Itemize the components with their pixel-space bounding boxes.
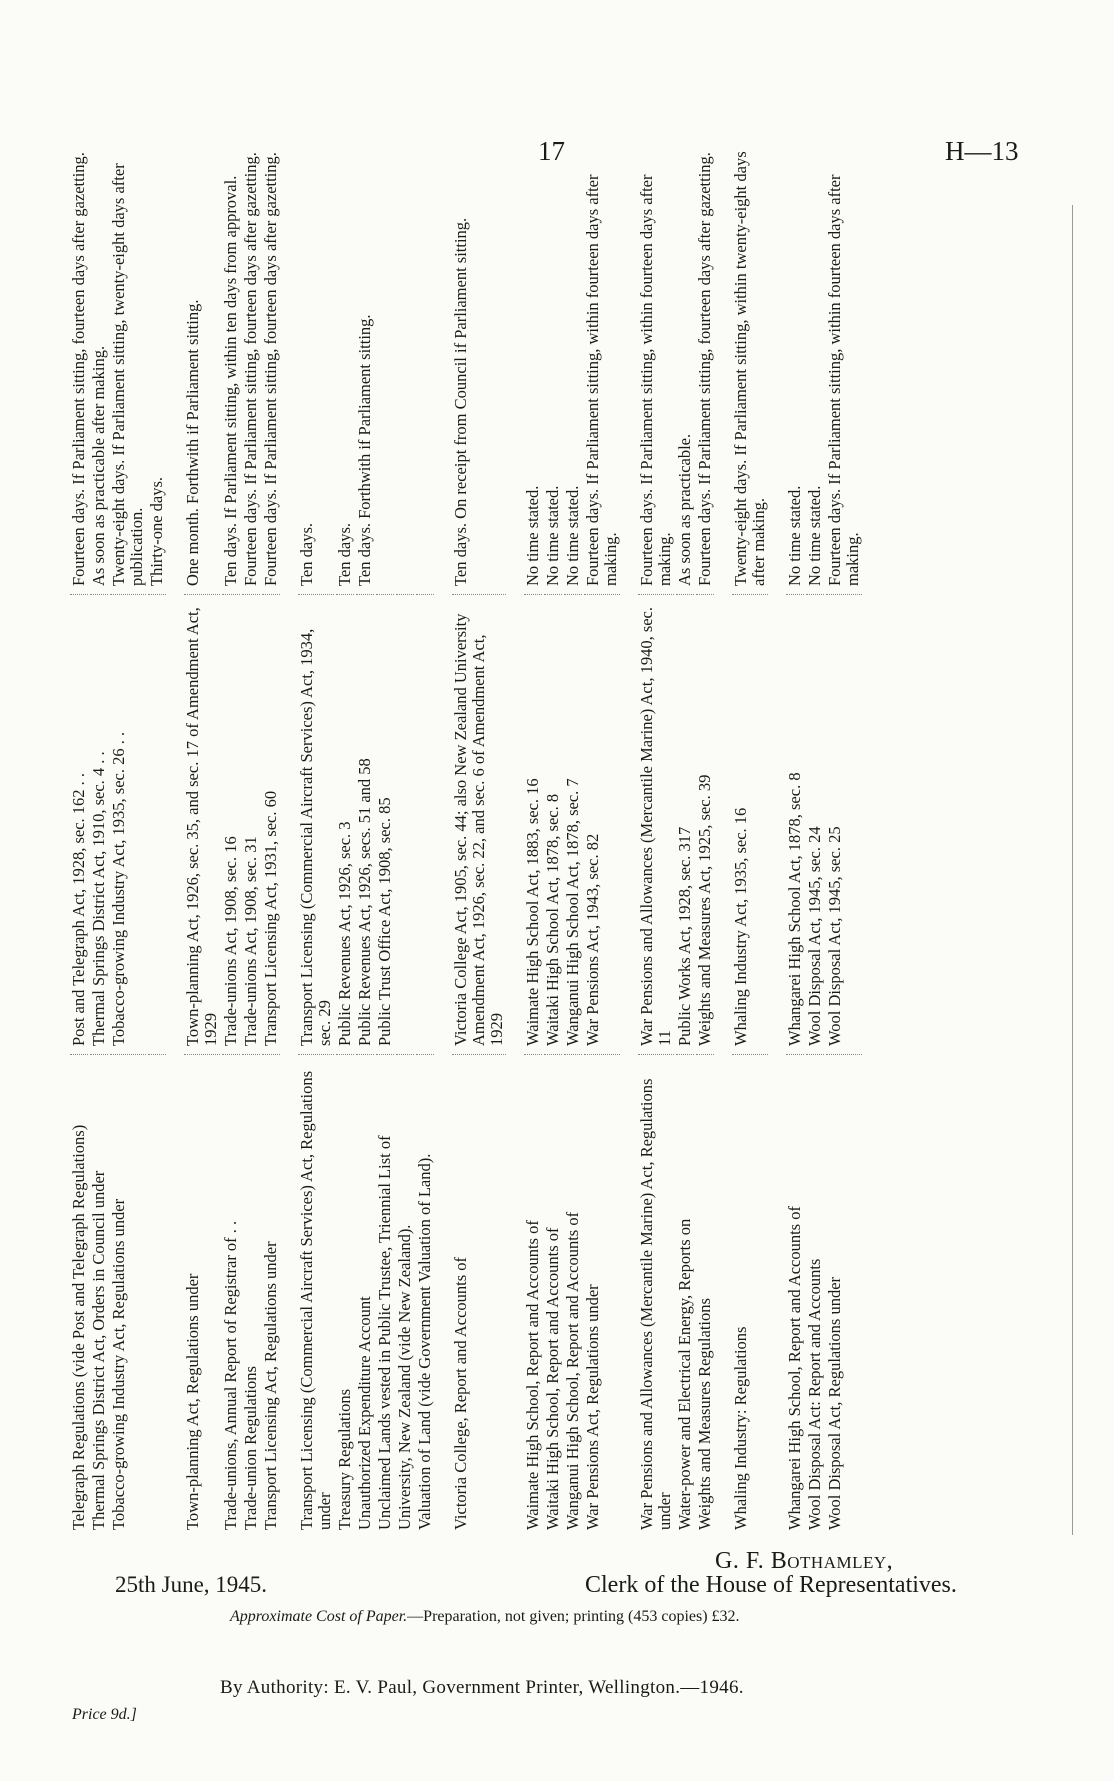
statute-reference-cell [416, 595, 434, 1055]
paper-title-cell: Victoria College, Report and Accounts of [451, 1256, 470, 1530]
table-row [676, 135, 694, 1530]
paper-title-cell: Wool Disposal Act, Regulations under [825, 1276, 844, 1530]
time-limit-cell: No time stated. [806, 135, 824, 595]
time-limit-cell: No time stated. [564, 135, 582, 595]
paper-title-cell: Unclaimed Lands vested in Public Trustee, Triennial List of [375, 1135, 394, 1530]
table-row [524, 135, 542, 1530]
table-row [786, 135, 804, 1530]
table-row [826, 135, 862, 1530]
time-limit-cell: Ten days. Forthwith if Parliament sitting. [356, 135, 374, 595]
document-reference: H—13 [945, 136, 1019, 166]
frame-rule [1072, 205, 1073, 1535]
time-limit-cell: Fourteen days. If Parliament sitting, fourteen days after gazetting. [262, 135, 280, 595]
statute-reference-cell: Public Revenues Act, 1926, secs. 51 and 58 [356, 595, 374, 1055]
cost-label: Approximate Cost of Paper. [230, 1608, 408, 1625]
statute-reference-cell: Wool Disposal Act, 1945, sec. 25 [826, 595, 862, 1055]
paper-title-cell [148, 1055, 166, 1530]
time-limit-cell: Fourteen days. If Parliament sitting, fourteen days after gazetting. [242, 135, 260, 595]
table-row [638, 135, 674, 1530]
paper-title-cell: Unauthorized Expenditure Account [355, 1296, 374, 1530]
time-limit-cell [376, 135, 394, 595]
table-row [184, 135, 220, 1530]
table-row [70, 135, 88, 1530]
paper-title-cell: War Pensions Act, Regulations under [583, 1284, 602, 1530]
statute-reference-cell: Waimate High School Act, 1883, sec. 16 [524, 595, 542, 1055]
table-row [356, 135, 374, 1530]
printer-authority: By Authority: E. V. Paul, Government Printer, Wellington.—1946. [220, 1677, 744, 1698]
paper-title-cell: University, New Zealand (vide New Zealand). [395, 1224, 414, 1530]
price-label: Price 9d.] [72, 1706, 137, 1723]
table-row [396, 135, 414, 1530]
signatory-title: Clerk of the House of Representatives. [585, 1572, 957, 1598]
table-row [416, 135, 434, 1530]
table-row [564, 135, 582, 1530]
time-limit-cell: Twenty-eight days. If Parliament sitting, within twenty-eight days after making. [732, 135, 768, 595]
statute-reference-cell: Public Trust Office Act, 1908, sec. 85 [376, 595, 394, 1055]
statute-reference-cell: Whaling Industry Act, 1935, sec. 16 [732, 595, 768, 1055]
paper-title-cell: Water-power and Electrical Energy, Reports on [675, 1218, 694, 1530]
statute-reference-cell: Waitaki High School Act, 1878, sec. 8 [544, 595, 562, 1055]
time-limit-cell: Fourteen days. If Parliament sitting, fourteen days after gazetting. [696, 135, 714, 595]
time-limit-cell: One month. Forthwith if Parliament sitting. [184, 135, 220, 595]
paper-title-cell: Transport Licensing (Commercial Aircraft Services) Act, Regulations under [297, 1071, 334, 1530]
table-row [148, 135, 166, 1530]
table-row [90, 135, 108, 1530]
time-limit-cell: Fourteen days. If Parliament sitting, within fourteen days after making. [826, 135, 862, 595]
page-number: 17 [538, 136, 565, 166]
cost-text: —Preparation, not given; printing (453 copies) £32. [407, 1608, 740, 1625]
table-row [806, 135, 824, 1530]
cost-note [230, 1608, 740, 1626]
statute-reference-cell: Public Revenues Act, 1926, sec. 3 [336, 595, 354, 1055]
signatory-name: G. F. Bothamley, [715, 1548, 894, 1574]
time-limit-cell: No time stated. [524, 135, 542, 595]
time-limit-cell: Thirty-one days. [148, 135, 166, 595]
statute-reference-cell: Transport Licensing Act, 1931, sec. 60 [262, 595, 280, 1055]
table-row [452, 135, 506, 1530]
table-row [110, 135, 146, 1530]
paper-title-cell: Town-planning Act, Regulations under [183, 1273, 202, 1530]
time-limit-cell: Fourteen days. If Parliament sitting, within fourteen days after making. [638, 135, 674, 595]
time-limit-cell: No time stated. [786, 135, 804, 595]
statute-reference-cell [396, 595, 414, 1055]
time-limit-cell: As soon as practicable after making. [90, 135, 108, 595]
paper-title-cell: Transport Licensing Act, Regulations under [261, 1241, 280, 1530]
statute-reference-cell: Public Works Act, 1928, sec. 317 [676, 595, 694, 1055]
statute-reference-cell: Whangarei High School Act, 1878, sec. 8 [786, 595, 804, 1055]
statute-reference-cell: Wool Disposal Act, 1945, sec. 24 [806, 595, 824, 1055]
time-limit-cell [416, 135, 434, 595]
paper-title-cell: Wanganui High School, Report and Accounts of [563, 1211, 582, 1530]
time-limit-cell: As soon as practicable. [676, 135, 694, 595]
time-limit-cell: Ten days. On receipt from Council if Parliament sitting. [452, 135, 506, 595]
statute-reference-cell: Post and Telegraph Act, 1928, sec. 162 . . [70, 595, 88, 1055]
time-limit-cell [396, 135, 414, 595]
signature-date: 25th June, 1945. [115, 1572, 268, 1597]
table-row [262, 135, 280, 1530]
statute-reference-cell: Weights and Measures Act, 1925, sec. 39 [696, 595, 714, 1055]
statute-reference-cell: War Pensions and Allowances (Mercantile Marine) Act, 1940, sec. 11 [638, 595, 674, 1055]
statute-reference-cell: Wanganui High School Act, 1878, sec. 7 [564, 595, 582, 1055]
paper-title-cell: Treasury Regulations [335, 1388, 354, 1530]
statute-reference-cell [148, 595, 166, 1055]
paper-title-cell: Trade-union Regulations [241, 1366, 260, 1530]
paper-title-cell: Waimate High School, Report and Accounts of [523, 1220, 542, 1530]
statute-reference-cell: Thermal Springs District Act, 1910, sec. 4 . . [90, 595, 108, 1055]
table-row [696, 135, 714, 1530]
time-limit-cell: Ten days. [298, 135, 334, 595]
paper-title-cell: Whaling Industry: Regulations [731, 1326, 750, 1530]
table-row [732, 135, 768, 1530]
paper-title-cell: Tobacco-growing Industry Act, Regulations under [109, 1198, 128, 1530]
time-limit-cell: Ten days. If Parliament sitting, within ten days from approval. [222, 135, 240, 595]
time-limit-cell: Twenty-eight days. If Parliament sitting, twenty-eight days after publication. [110, 135, 146, 595]
statute-reference-cell: Town-planning Act, 1926, sec. 35, and sec. 17 of Amendment Act, 1929 [184, 595, 220, 1055]
time-limit-cell: Ten days. [336, 135, 354, 595]
time-limit-cell: No time stated. [544, 135, 562, 595]
paper-title-cell: Waitaki High School, Report and Accounts of [543, 1227, 562, 1530]
time-limit-cell: Fourteen days. If Parliament sitting, fourteen days after gazetting. [70, 135, 88, 595]
table-row [222, 135, 240, 1530]
table-row [298, 135, 334, 1530]
paper-title-cell: Wool Disposal Act: Report and Accounts [805, 1258, 824, 1530]
table-row [242, 135, 260, 1530]
statute-reference-cell: War Pensions Act, 1943, sec. 82 [584, 595, 620, 1055]
paper-title-cell: Whangarei High School, Report and Accounts of [785, 1206, 804, 1530]
statute-reference-cell: Victoria College Act, 1905, sec. 44; also New Zealand University Amendment Act, 1926, sec. 22, and sec. 6 of Amendment Act, 1929 [452, 595, 506, 1055]
statutory-papers-table [70, 135, 1030, 1530]
table-row [584, 135, 620, 1530]
time-limit-cell: Fourteen days. If Parliament sitting, within fourteen days after making. [584, 135, 620, 595]
paper-title-cell: Thermal Springs District Act, Orders in Council under [89, 1170, 108, 1530]
paper-title-cell: Weights and Measures Regulations [695, 1298, 714, 1530]
table-row [376, 135, 394, 1530]
table-row [336, 135, 354, 1530]
statute-reference-cell: Trade-unions Act, 1908, sec. 31 [242, 595, 260, 1055]
statute-reference-cell: Trade-unions Act, 1908, sec. 16 [222, 595, 240, 1055]
statute-reference-cell: Tobacco-growing Industry Act, 1935, sec. 26 . . [110, 595, 146, 1055]
paper-title-cell: Valuation of Land (vide Government Valuation of Land). [415, 1153, 434, 1530]
paper-title-cell: War Pensions and Allowances (Mercantile Marine) Act, Regulations under [637, 1078, 674, 1530]
table-row [544, 135, 562, 1530]
statute-reference-cell: Transport Licensing (Commercial Aircraft Services) Act, 1934, sec. 29 [298, 595, 334, 1055]
paper-title-cell: Trade-unions, Annual Report of Registrar of . . [221, 1220, 240, 1530]
paper-title-cell: Telegraph Regulations (vide Post and Telegraph Regulations) [69, 1124, 88, 1530]
